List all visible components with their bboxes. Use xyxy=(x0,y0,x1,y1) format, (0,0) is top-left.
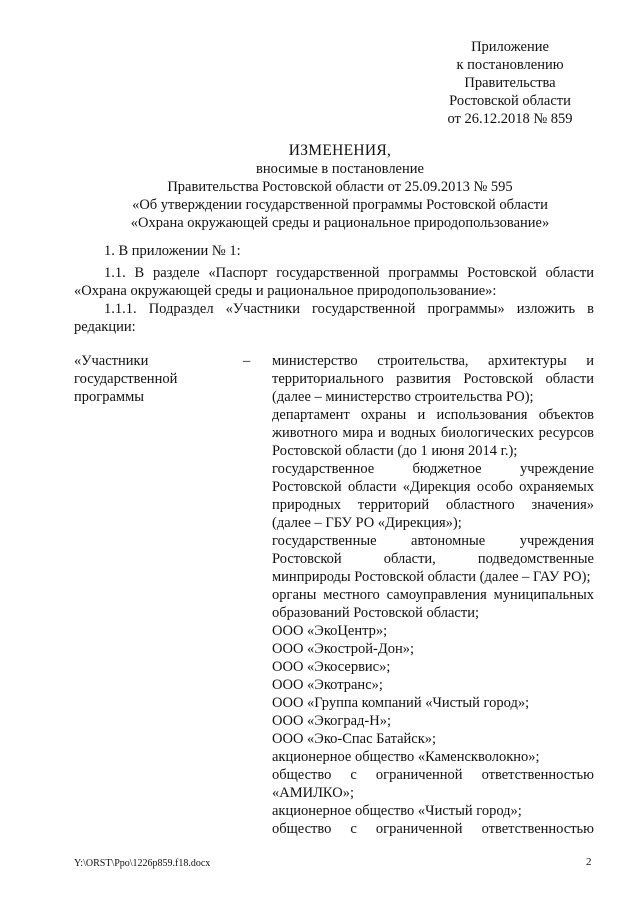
appendix-line: от 26.12.2018 № 859 xyxy=(447,111,573,127)
participant-item: департамент охраны и использования объектов животного мира и водных биологических ресурсов Ростовской области (до 1 июня 2014 г.); xyxy=(272,407,594,459)
title-line: «Об утверждении государственной программы Ростовской области xyxy=(132,197,548,213)
appendix-header xyxy=(400,38,620,128)
participant-item: ООО «Экострой-Дон»; xyxy=(272,641,414,657)
participants-dash: – xyxy=(243,353,251,369)
participant-item: ООО «Экосервис»; xyxy=(272,659,391,675)
participant-item: общество с ограниченной ответственностью «АМИЛКО»; xyxy=(272,767,594,801)
participant-item: общество с ограниченной ответственностью xyxy=(272,821,594,837)
participant-item: органы местного самоуправления муниципальных образований Ростовской области; xyxy=(272,587,594,621)
participant-item: ООО «Эко-Спас Батайск»; xyxy=(272,731,437,747)
footer-file-path: Y:\ORST\Ppo\1226p859.f18.docx xyxy=(74,858,211,869)
participant-item: ООО «Экоград-Н»; xyxy=(272,713,392,729)
participant-item: ООО «ЭкоЦентр»; xyxy=(272,623,388,639)
appendix-line: Ростовской области xyxy=(449,93,571,109)
title-line: «Охрана окружающей среды и рациональное природопользование» xyxy=(130,215,550,231)
participant-item: ООО «Экотранс»; xyxy=(272,677,383,693)
participants-list xyxy=(272,352,594,838)
page-title: ИЗМЕНЕНИЯ, xyxy=(288,142,392,159)
appendix-line: Правительства xyxy=(464,75,556,91)
appendix-line: Приложение xyxy=(471,39,549,55)
title-line: вносимые в постановление xyxy=(256,161,424,177)
participants-label: «Участники государственной программы xyxy=(74,353,178,405)
document-title xyxy=(60,142,620,232)
participant-item: государственное бюджетное учреждение Ростовской области «Дирекция особо охраняемых природных территорий областного значения» (далее – ГБУ РО «Дирекция»); xyxy=(272,461,594,531)
participant-item: министерство строительства, архитектуры и территориального развития Ростовской области (далее – министерство строительства РО); xyxy=(272,353,594,405)
participant-item: акционерное общество «Чистый город»; xyxy=(272,803,522,819)
participant-item: государственные автономные учреждения Ростовской области, подведомственные минприроды Ростовской области (далее – ГАУ РО); xyxy=(272,533,594,585)
participant-item: ООО «Группа компаний «Чистый город»; xyxy=(272,695,530,711)
participant-item: акционерное общество «Каменскволокно»; xyxy=(272,749,540,765)
paragraph-1-1: 1.1. В разделе «Паспорт государственной программы Ростовской области «Охрана окружающей среды и рациональное природопользование»: xyxy=(74,265,594,299)
paragraph-1-1-1: 1.1.1. Подраздел «Участники государственной программы» изложить в редакции: xyxy=(74,301,594,335)
paragraph-1: 1. В приложении № 1: xyxy=(104,243,241,259)
title-line: Правительства Ростовской области от 25.09.2013 № 595 xyxy=(167,179,513,195)
appendix-line: к постановлению xyxy=(456,57,564,73)
page-number: 2 xyxy=(586,856,592,868)
